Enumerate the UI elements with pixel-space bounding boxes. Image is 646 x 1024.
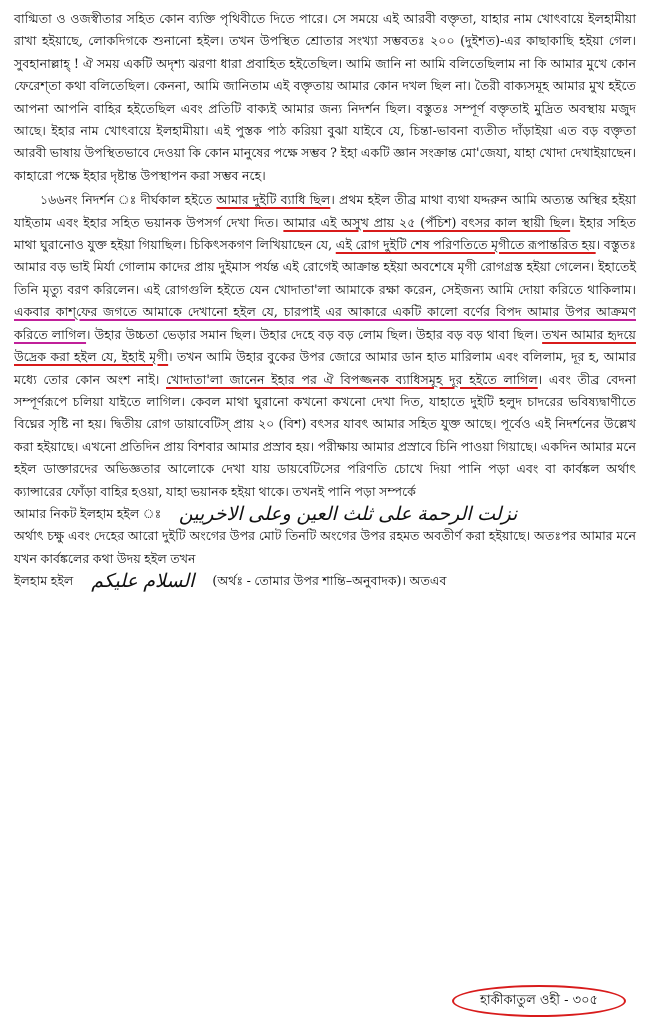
paragraph-khutba: বাগ্মিতা ও ওজস্বীতার সহিত কোন ব্যক্তি পৃথিবীতে দিতে পারে। সে সময়ে এই আরবী বক্তৃতা, যাহার নাম খোৎবায়ে ইলহামীয়া রাখা হইয়াছে, লোকদিগকে শুনানো হইল। তখন উপস্থিত শ্রোতার সংখ্যা সম্ভবতঃ ২০০ (দুইশত)-এর কাছাকাছি হইয়া গেল। সুবহানাল্লাহ্ ! ঐ সময় একটি অদৃশ্য ঝরণা ধারা প্রবাহিত হইতেছিল। আমি জানি না আমি বলিতেছিলাম না কি আমার মুখে কোন ফেরেশ্‌তা কথা বলিতেছিল। কেননা, আমি জানিতাম এই বক্তৃতায় আমার কোন দখল ছিল না। তৈরী বাক্যসমূহ আমার মুখ হইতে আপনা আপনি বাহির হইতেছিল এবং প্রতিটি বাক্যই আমার জন্য নিদর্শন ছিল। বস্তুতঃ সম্পূর্ণ বক্তৃতাই মুদ্রিত অবস্থায় মজুদ আছে। ইহার নাম খোৎবায়ে ইলহামীয়া। এই পুস্তক পাঠ করিয়া বুঝা যাইবে যে, চিন্তা-ভাবনা ব্যতীত দাঁড়াইয়া এত বড় বক্তৃতা আরবী ভাষায় উপস্থিতভাবে দেওয়া কি কোন মানুষের পক্ষে সম্ভব ? ইহা একটি জ্ঞান সংক্রান্ত মো'জেযা, যাহা খোদা দেখাইয়াছেন। কাহারো পক্ষে ইহার দৃষ্টান্ত উপস্থাপন করা সম্ভব নহে।: [14, 11, 636, 183]
paragraph-meaning: অর্থাৎ চক্ষু এবং দেহের আরো দুইটি অংগের উপর মোট তিনটি অংগের উপর রহমত অবতীর্ণ করা হইয়াছে। অতঃপর আমার মনে যখন কার্বঙ্কলের কথা উদয় হইল তখন: [14, 528, 636, 566]
paragraph-sign-166: [14, 189, 636, 503]
highlighted-phrase: খোদাতা'লা জানেন ইহার পর ঐ বিপজ্জনক ব্যাধিসমূহ দূর হইতে লাগিল: [166, 371, 538, 387]
text-segment: । উহার উচ্চতা ভেড়ার সমান ছিল। উহার দেহে বড় বড় লোম ছিল। উহার বড় বড় থাবা ছিল।: [86, 326, 543, 342]
text-segment: । বস্তুতঃ আমার বড় ভাই মির্যা গোলাম কাদের প্রায় দুইমাস পর্যন্ত এই রোগেই আক্রান্ত হইয়া অবশেষে মৃগী রোগগ্রস্ত হইয়া গেলেন। ইহাতেই তিনি মৃত্যু বরণ করিলেন। এই রোগগুলি হইতে যেন খোদাতা'লা আমাকে রক্ষা করেন, সেইজন্য আমি দোয়া করিতে থাকিলাম।: [14, 237, 636, 297]
ilham-row-2: [14, 570, 636, 592]
text-segment: । প্রথম হইল তীব্র মাথা ব্যথা যদ্দরুন আমি অত্যন্ত অস্থির হইয়া যাইতাম এবং ইহার সহিত ভয়ানক উপসর্গ দেখা দিত।: [14, 192, 637, 230]
ilham-lead-text-2: ইলহাম হইল: [14, 573, 74, 589]
text-segment: । ইহার সহিত মাথা ঘুরানোও যুক্ত হইয়া গিয়াছিল। চিকিৎসকগণ লিখিয়াছেন যে,: [14, 214, 637, 253]
ilham-row-1: [14, 503, 636, 525]
highlighted-phrase: তখন আমার হৃদয়ে উদ্রেক করা হইল যে, ইহাই মৃগী: [14, 326, 636, 365]
text-segment: । তখন আমি উহার বুকের উপর জোরে আমার ডান হাত মারিলাম এবং বলিলাম, দূর হ, আমার মধ্যে তোর কোন অংশ নাই।: [14, 349, 636, 387]
text-segment: । এবং তীব্র বেদনা সম্পূর্ণরূপে চলিয়া যাইতে লাগিল। কেবল মাথা ঘুরানো কখনো কখনো দেখা দিত, যাহাতে দুইটি হলুদ চাদরের ভবিষ্যদ্বাণীতে বিঘ্নের সৃষ্টি না হয়। দ্বিতীয় রোগ ডায়াবেটিস্‌ প্রায় ২০ (বিশ) বৎসর যাবৎ আমার সহিত যুক্ত আছে। পূর্বেও এই নিদর্শনের উল্লেখ করা হইয়াছে। এখনো প্রতিদিন প্রায় বিশবার আমার প্রস্রাব হয়। পরীক্ষায় আমার প্রস্রাবে চিনি পাওয়া গিয়াছে। একদিন আমার মনে হইল ডাক্তারদের অভিজ্ঞতার আলোকে দেখা যায় ডায়বেটিসের পরিণতি চোখে দিয়া পানি পড়া এবং বা কার্বঙ্কল অর্থাৎ ক্যান্সারের ফোঁড়া বাহির হওয়া, যাহা ভয়ানক হইয়া থাকে। তখনই পানি পড়া সম্পর্কে: [14, 371, 636, 499]
text-segment: ১৬৬নং নিদর্শন ঃ দীর্ঘকাল হইতে: [40, 192, 217, 208]
ilham-lead-text: আমার নিকট ইলহাম হইল ঃ: [14, 505, 161, 521]
highlighted-phrase: একবার কাশ্‌ফের জগতে আমাকে দেখানো হইল যে, চারপাই এর আকারে একটি কালো বর্ণের বিপদ আমার উপর আক্রমণ করিতে লাগিল: [14, 304, 636, 342]
page-footer-reference: হাকীকাতুল ওহী - ৩০৫: [452, 985, 626, 1017]
highlighted-phrase: আমার দুইটি ব্যাধি ছিল: [216, 192, 331, 208]
translation-note: (অর্থঃ - তোমার উপর শান্তি–অনুবাদক)। অতএব: [212, 573, 447, 589]
document-page: [14, 8, 636, 593]
highlighted-phrase: এই রোগ দুইটি শেষ পরিণতিতে মৃগীতে রূপান্তরিত হয়: [335, 237, 596, 253]
highlighted-phrase: আমার এই অসুখ প্রায় ২৫ (পঁচিশ) বৎসর কাল স্থায়ী ছিল: [283, 214, 571, 230]
arabic-revelation-2: السلام عليكم: [91, 570, 195, 593]
arabic-revelation-1: نزلت الرحمة على ثلث العين وعلى الاخريين: [178, 502, 518, 525]
